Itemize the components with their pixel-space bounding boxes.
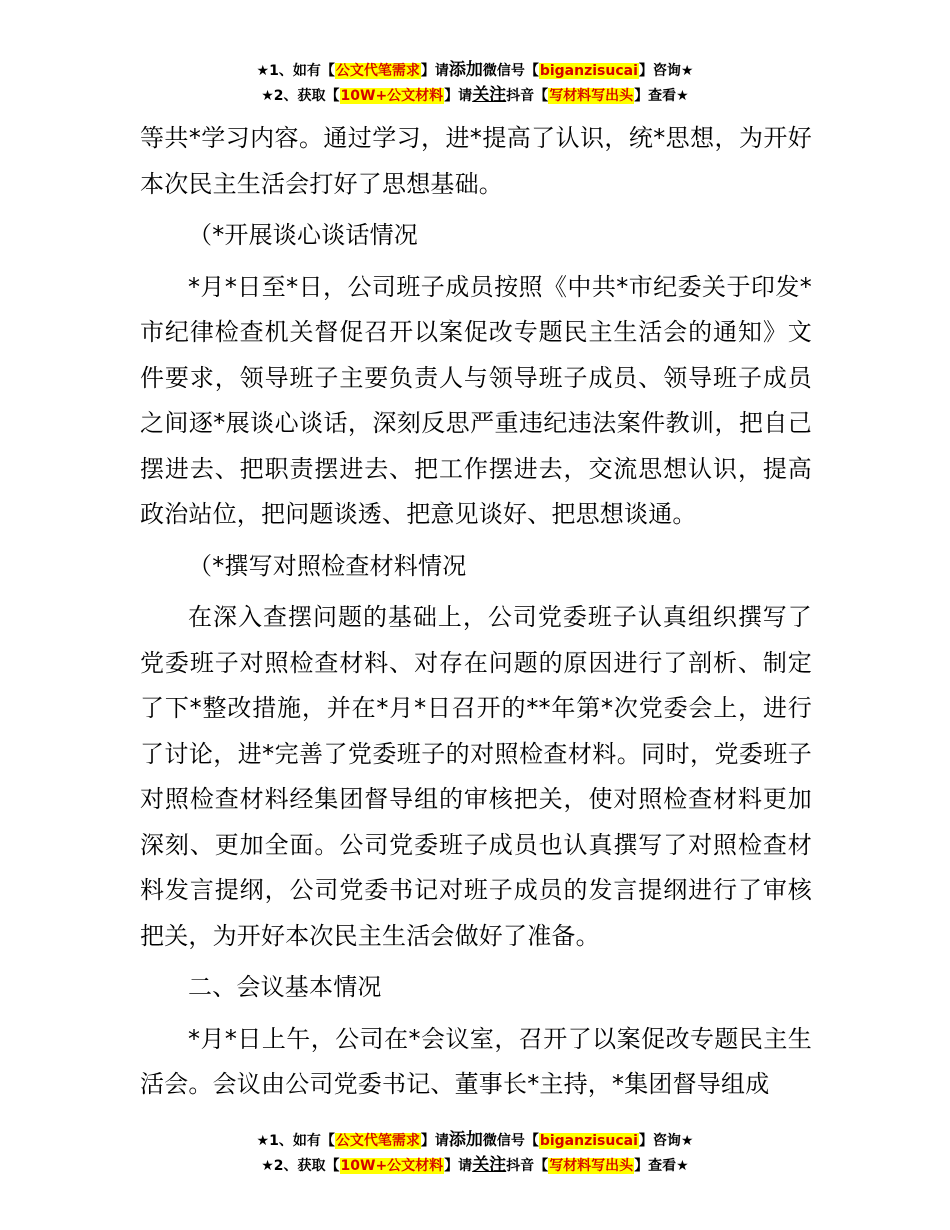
banner-text: ★2、获取【: [261, 1158, 340, 1174]
banner-line-1: [0, 1128, 950, 1153]
paragraph: *月*日上午，公司在*会议室，召开了以案促改专题民主生活会。会议由公司党委书记、董事长*主持，*集团督导组成: [140, 1024, 812, 1098]
banner-text: 抖音【: [506, 1158, 549, 1174]
paragraph: *月*日至*日，公司班子成员按照《中共*市纪委关于印发*市纪律检查机关督促召开以案促改专题民主生活会的通知》文件要求，领导班子主要负责人与领导班子成员、领导班子成员之间逐*展谈心谈话，深刻反思严重违纪违法案件教训，把自己摆进去、把职责摆进去、把工作摆进去，交流思想认识，提高政治站位，把问题谈透、把意见谈好、把思想谈通。: [140, 272, 812, 528]
footer-banner: [0, 1128, 950, 1178]
section-heading: 二、会议基本情况: [188, 973, 382, 1001]
banner-highlight-douyin-account: 写材料写出头: [549, 88, 634, 104]
banner-line-2: [0, 1153, 950, 1178]
section-heading: （*撰写对照检查材料情况: [188, 551, 467, 580]
banner-highlight-wechat-id: biganzisucai: [539, 63, 638, 79]
banner-text: ★1、如有【: [256, 1133, 335, 1149]
header-banner: [0, 58, 950, 108]
banner-text: 】请: [444, 1158, 473, 1174]
banner-line-2: [0, 83, 950, 108]
banner-highlight-materials: 10W+公文材料: [340, 88, 444, 104]
banner-text: 】咨询★: [638, 63, 694, 79]
banner-text: 】请: [420, 1133, 449, 1149]
banner-emphasis: 关注: [472, 85, 507, 105]
banner-text: 】查看★: [634, 88, 689, 104]
banner-highlight-douyin-account: 写材料写出头: [549, 1158, 634, 1174]
banner-text: 抖音【: [506, 88, 549, 104]
banner-emphasis: 关注: [472, 1155, 507, 1175]
banner-highlight-service: 公文代笔需求: [335, 63, 420, 79]
banner-text: 微信号【: [482, 1133, 539, 1149]
banner-text: 】查看★: [634, 1158, 689, 1174]
document-body: [140, 116, 812, 1108]
banner-emphasis: 添加: [448, 1130, 483, 1150]
banner-text: 】请: [444, 88, 473, 104]
banner-highlight-wechat-id: biganzisucai: [539, 1133, 638, 1149]
banner-highlight-service: 公文代笔需求: [335, 1133, 420, 1149]
banner-highlight-materials: 10W+公文材料: [340, 1158, 444, 1174]
banner-text: 】咨询★: [638, 1133, 694, 1149]
banner-text: ★1、如有【: [256, 63, 335, 79]
section-heading: （*开展谈心谈话情况: [188, 221, 418, 249]
banner-text: 】请: [420, 63, 449, 79]
paragraph: 等共*学习内容。通过学习，进*提高了认识，统*思想，为开好本次民主生活会打好了思想基础。: [140, 124, 812, 198]
banner-line-1: [0, 58, 950, 83]
banner-emphasis: 添加: [448, 60, 483, 80]
banner-text: 微信号【: [482, 63, 539, 79]
paragraph: 在深入查摆问题的基础上，公司党委班子认真组织撰写了党委班子对照检查材料、对存在问题的原因进行了剖析、制定了下*整改措施，并在*月*日召开的**年第*次党委会上，进行了讨论，进*完善了党委班子的对照检查材料。同时，党委班子对照检查材料经集团督导组的审核把关，使对照检查材料更加深刻、更加全面。公司党委班子成员也认真撰写了对照检查材料发言提纲，公司党委书记对班子成员的发言提纲进行了审核把关，为开好本次民主生活会做好了准备。: [140, 603, 812, 950]
banner-text: ★2、获取【: [261, 88, 340, 104]
